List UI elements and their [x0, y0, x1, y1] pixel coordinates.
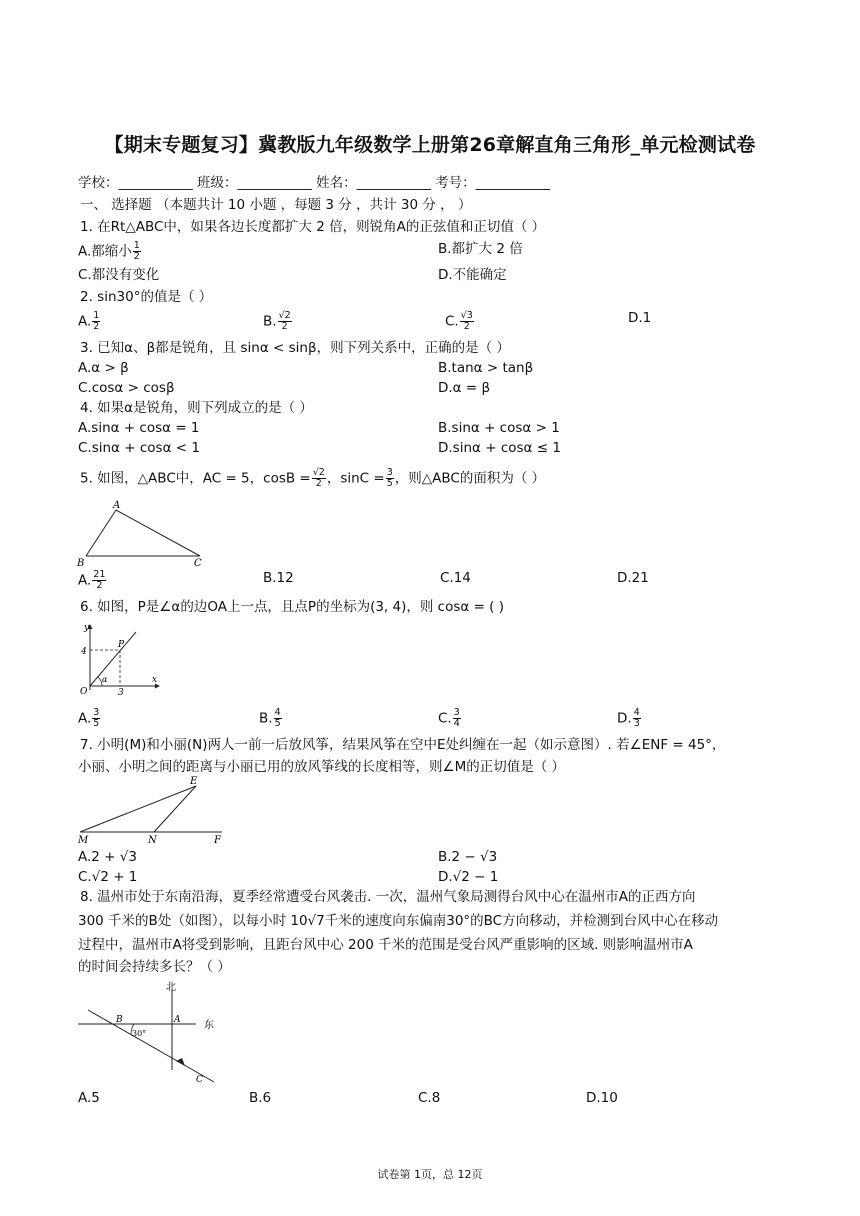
q7-option-c: C.√2 + 1 — [78, 869, 138, 885]
label: C. — [445, 313, 459, 330]
q3-option-c: C.cosα > cosβ — [78, 380, 175, 396]
q4-stem: 4. 如果α是锐角，则下列成立的是（ ） — [80, 400, 313, 416]
q6-option-c — [438, 708, 462, 729]
denominator: 2 — [133, 251, 140, 262]
denominator: 2 — [96, 580, 103, 591]
fraction — [278, 311, 292, 332]
q6-stem: 6. 如图，P是∠α的边OA上一点，且点P的坐标为(3, 4)，则 cosα = ( ) — [80, 599, 504, 615]
angle-30-label: 30° — [132, 1029, 147, 1038]
stem-part: ，sinC = — [326, 470, 385, 487]
vertex-a-label: A — [113, 500, 121, 511]
denominator: 5 — [93, 718, 100, 729]
q1-option-a-fraction — [133, 241, 141, 262]
fraction — [92, 311, 100, 332]
stem-part: ，则△ABC的面积为（ ） — [394, 470, 546, 487]
q2-option-b — [263, 311, 293, 332]
alpha-label: α — [102, 675, 108, 684]
point-b-label: B — [116, 1015, 123, 1025]
denominator: 2 — [93, 321, 100, 332]
denominator: 2 — [281, 321, 288, 332]
triangle-outline — [86, 510, 200, 556]
numerator: 1 — [93, 310, 100, 321]
point-n-label: N — [148, 835, 157, 846]
q6-option-d — [617, 708, 642, 729]
denominator: 3 — [633, 718, 640, 729]
point-e-label: E — [190, 776, 198, 787]
stem-part: 5. 如图，△ABC中，AC = 5，cosB = — [80, 470, 311, 487]
q6-option-b — [259, 708, 283, 729]
numerator: 3 — [453, 707, 460, 718]
label: A. — [78, 572, 92, 589]
typhoon-path-bc — [88, 1010, 214, 1082]
line-ne — [154, 786, 196, 832]
q8-option-c: C.8 — [418, 1090, 441, 1106]
q5-stem — [80, 468, 545, 489]
fraction — [460, 311, 474, 332]
numerator: 21 — [93, 569, 106, 580]
q1-stem: 1. 在Rt△ABC中，如果各边长度都扩大 2 倍，则锐角A的正弦值和正切值（ ） — [80, 219, 546, 235]
vertex-c-label: C — [194, 558, 202, 569]
denominator: 4 — [453, 718, 460, 729]
q6-option-a — [78, 708, 101, 729]
q7-stem-line2: 小丽、小明之间的距离与小丽已用的放风筝线的长度相等，则∠M的正切值是（ ） — [78, 759, 566, 775]
q4-option-b: B.sinα + cosα > 1 — [438, 420, 560, 436]
fraction — [92, 570, 106, 591]
fraction — [312, 468, 326, 489]
q8-stem-line1: 8. 温州市处于东南沿海，夏季经常遭受台风袭击. 一次，温州气象局测得台风中心在温州市A的正西方向 — [80, 889, 696, 905]
q5-option-d: D.21 — [617, 570, 649, 586]
point-a-label: A — [174, 1015, 181, 1025]
q4-option-c: C.sinα + cosα < 1 — [78, 440, 200, 456]
label: A. — [78, 710, 92, 727]
fraction — [92, 708, 100, 729]
label: C. — [438, 710, 452, 727]
q7-option-b: B.2 − √3 — [438, 849, 498, 865]
point-f-label: F — [214, 835, 221, 846]
q3-option-d: D.α = β — [438, 380, 491, 396]
q3-option-a: A.α > β — [78, 360, 129, 376]
q7-stem-line1: 7. 小明(M)和小丽(N)两人一前一后放风筝，结果风筝在空中E处纠缠在一起（如示意图）. 若∠ENF = 45°， — [80, 737, 726, 753]
label: D. — [617, 710, 632, 727]
label: B. — [259, 710, 273, 727]
fraction — [274, 708, 282, 729]
q8-option-d: D.10 — [586, 1090, 618, 1106]
fraction — [633, 708, 641, 729]
student-info-line: 学校：___________ 班级：___________ 姓名：___________ 考号：___________ — [78, 175, 550, 191]
q8-stem-line3: 过程中，温州市A将受到影响，且距台风中心 200 千米的范围是受台风严重影响的区域. 则影响温州市A — [78, 937, 693, 953]
q7-option-a: A.2 + √3 — [78, 849, 137, 865]
numerator: 3 — [93, 707, 100, 718]
denominator: 5 — [274, 718, 281, 729]
fraction — [453, 708, 461, 729]
q1-option-c: C.都没有变化 — [78, 267, 160, 283]
q3-option-b: B.tanα > tanβ — [438, 360, 534, 376]
numerator: √3 — [460, 310, 473, 321]
q3-stem: 3. 已知α、β都是锐角，且 sinα < sinβ，则下列关系中，正确的是（ ） — [80, 340, 510, 356]
numerator: 1 — [133, 240, 140, 251]
q1-option-b: B.都扩大 2 倍 — [438, 241, 523, 257]
fraction — [386, 468, 394, 489]
kite-figure — [74, 774, 230, 846]
vertex-b-label: B — [77, 558, 85, 569]
section-heading: 一、 选择题 （本题共计 10 小题 ，每题 3 分 ，共计 30 分 ， ） — [80, 197, 472, 213]
ray-oa — [90, 632, 136, 686]
q8-stem-line2: 300 千米的B处（如图），以每小时 10√7千米的速度向东偏南30°的BC方向移动，并检测到台风中心在移动 — [78, 913, 719, 929]
q1-option-a-text: A.都缩小 — [78, 243, 132, 260]
typhoon-figure — [72, 978, 232, 1086]
q8-option-a: A.5 — [78, 1090, 100, 1106]
numerator: √2 — [278, 310, 291, 321]
point-m-label: M — [78, 835, 89, 846]
q1-option-d: D.不能确定 — [438, 267, 507, 283]
numerator: 3 — [386, 467, 393, 478]
q5-option-c: C.14 — [440, 570, 471, 586]
q8-stem-line4: 的时间会持续多长？（ ） — [78, 959, 231, 975]
denominator: 2 — [463, 321, 470, 332]
q2-option-c — [445, 311, 475, 332]
q4-option-d: D.sinα + cosα ≤ 1 — [438, 440, 561, 456]
path-arrow-icon — [176, 1058, 185, 1066]
line-me — [80, 786, 196, 832]
q8-option-b: B.6 — [249, 1090, 272, 1106]
q4-option-a: A.sinα + cosα = 1 — [78, 420, 200, 436]
x-axis-label: x — [152, 675, 158, 685]
y-axis-label: y — [84, 623, 90, 633]
page-title: 【期末专题复习】冀教版九年级数学上册第26章解直角三角形_单元检测试卷 — [104, 134, 756, 156]
label: B. — [263, 313, 277, 330]
q2-option-a — [78, 311, 101, 332]
denominator: 2 — [315, 478, 322, 489]
q1-option-a — [78, 241, 142, 262]
point-c-label: C — [196, 1075, 203, 1085]
page-footer: 试卷第 1页，总 12页 — [377, 1168, 483, 1181]
q2-stem: 2. sin30°的值是（ ） — [80, 289, 213, 305]
triangle-abc-figure — [74, 498, 214, 570]
q2-option-d: D.1 — [628, 310, 652, 326]
q5-option-a — [78, 570, 107, 591]
numerator: 4 — [633, 707, 640, 718]
q7-option-d: D.√2 − 1 — [438, 869, 499, 885]
denominator: 5 — [386, 478, 393, 489]
coordinate-figure — [76, 620, 166, 696]
north-label: 北 — [166, 982, 176, 993]
point-p-label: P — [118, 640, 125, 650]
numerator: 4 — [274, 707, 281, 718]
label: A. — [78, 313, 92, 330]
tick-4-label: 4 — [81, 647, 87, 657]
east-label: 东 — [204, 1020, 214, 1031]
numerator: √2 — [312, 467, 325, 478]
q5-option-b: B.12 — [263, 570, 294, 586]
tick-3-label: 3 — [118, 688, 124, 696]
origin-label: O — [80, 687, 88, 696]
